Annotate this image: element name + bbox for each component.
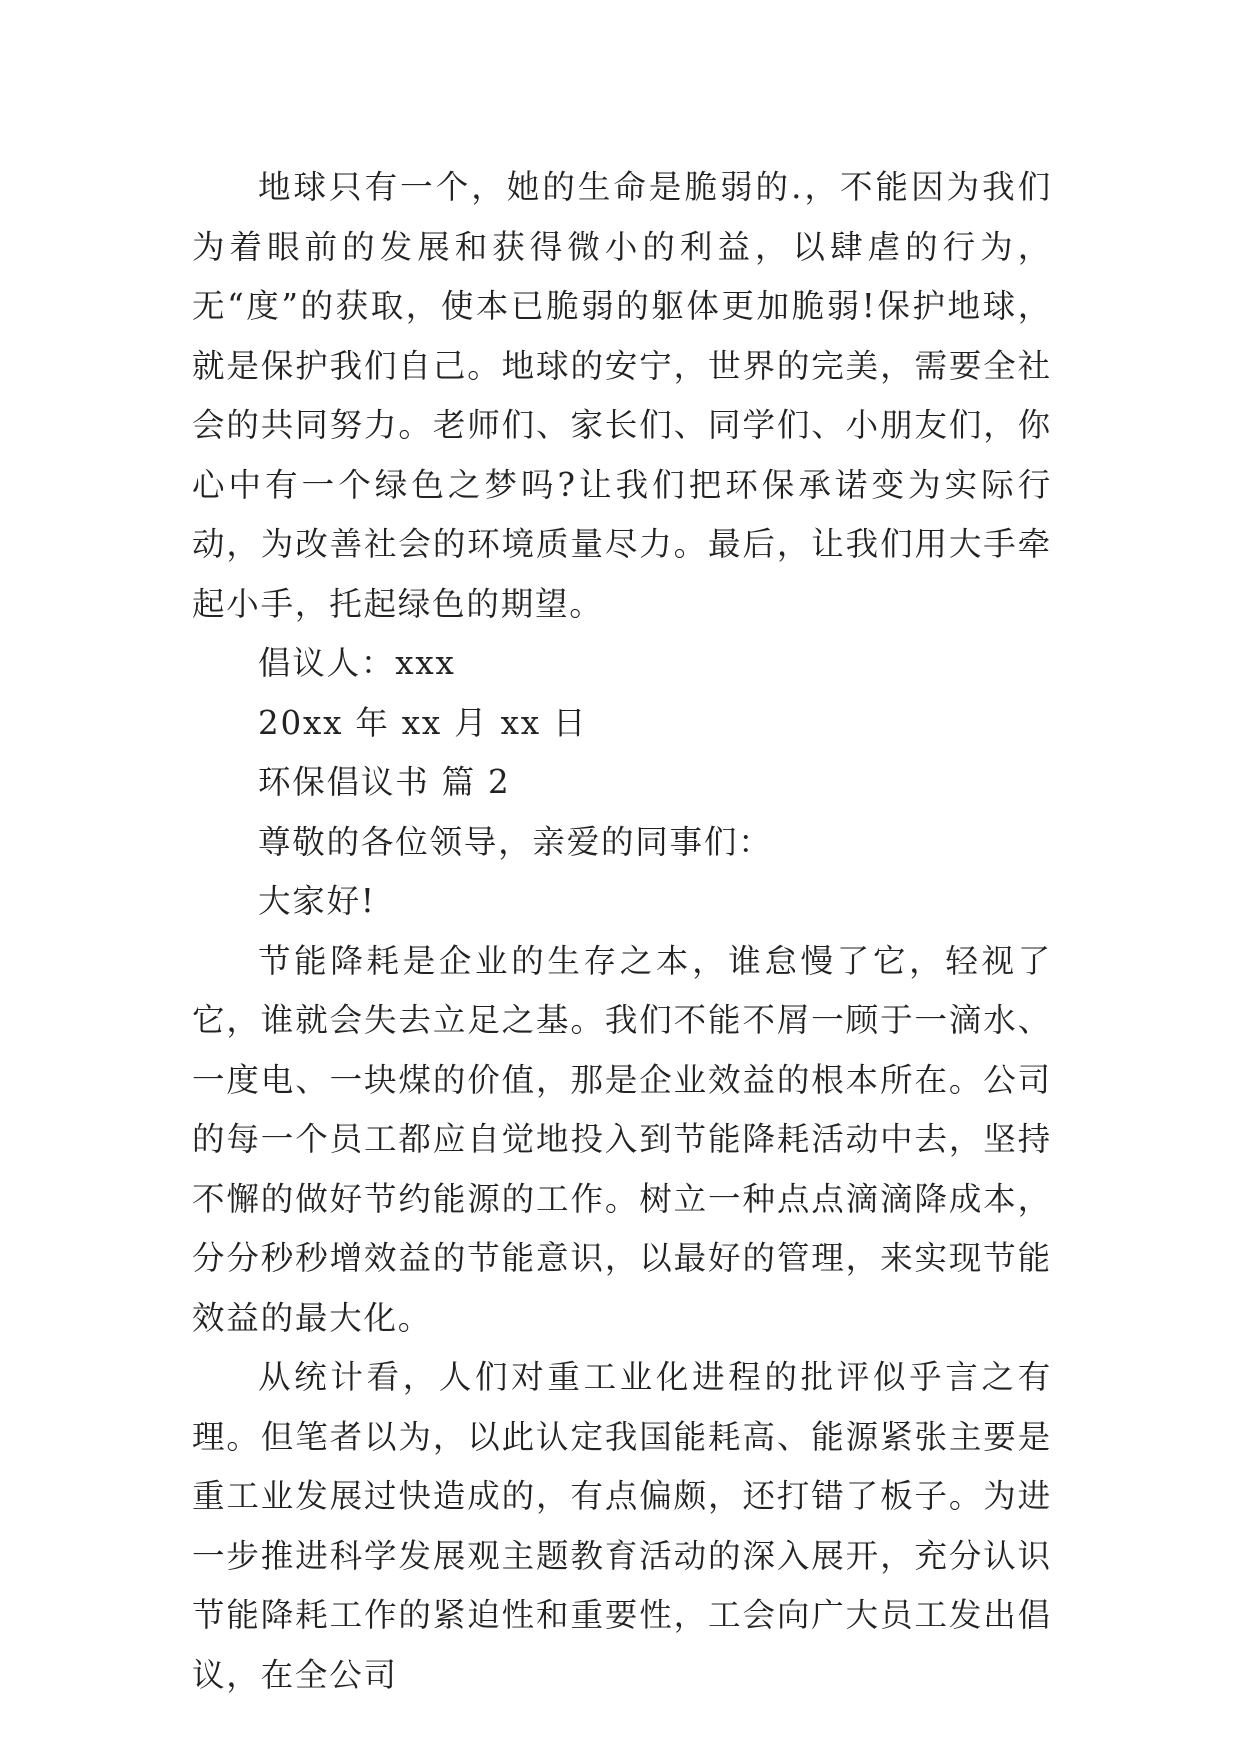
initiator-line: 倡议人：xxx (258, 644, 456, 682)
salutation: 尊敬的各位领导，亲爱的同事们： (258, 822, 773, 861)
greeting: 大家好! (258, 882, 376, 920)
document-body (192, 158, 1052, 1705)
paragraph-earth-protection: 地球只有一个，她的生命是脆弱的.，不能因为我们为着眼前的发展和获得微小的利益，以肆虐的行为，无“度”的获取，使本已脆弱的躯体更加脆弱!保护地球，就是保护我们自己。地球的安宁，世界的完美，需要全社会的共同努力。老师们、家长们、同学们、小朋友们，你心中有一个绿色之梦吗?让我们把环保承诺变为实际行动，为改善社会的环境质量尽力。最后，让我们用大手牵起小手，托起绿色的期望。 (192, 168, 1052, 623)
date-line: 20xx 年 xx 月 xx 日 (258, 703, 588, 742)
section-heading: 环保倡议书 篇 2 (258, 763, 511, 801)
paragraph-statistics: 从统计看，人们对重工业化进程的批评似乎言之有理。但笔者以为，以此认定我国能耗高、能源紧张主要是重工业发展过快造成的，有点偏颇，还打错了板子。为进一步推进科学发展观主题教育活动的深入展开，充分认识节能降耗工作的紧迫性和重要性，工会向广大员工发出倡议，在全公司 (192, 1358, 1052, 1694)
paragraph-energy-saving: 节能降耗是企业的生存之本，谁怠慢了它，轻视了它，谁就会失去立足之基。我们不能不屑一顾于一滴水、一度电、一块煤的价值，那是企业效益的根本所在。公司的每一个员工都应自觉地投入到节能降耗活动中去，坚持不懈的做好节约能源的工作。树立一种点点滴滴降成本，分分秒秒增效益的节能意识，以最好的管理，来实现节能效益的最大化。 (192, 941, 1052, 1337)
